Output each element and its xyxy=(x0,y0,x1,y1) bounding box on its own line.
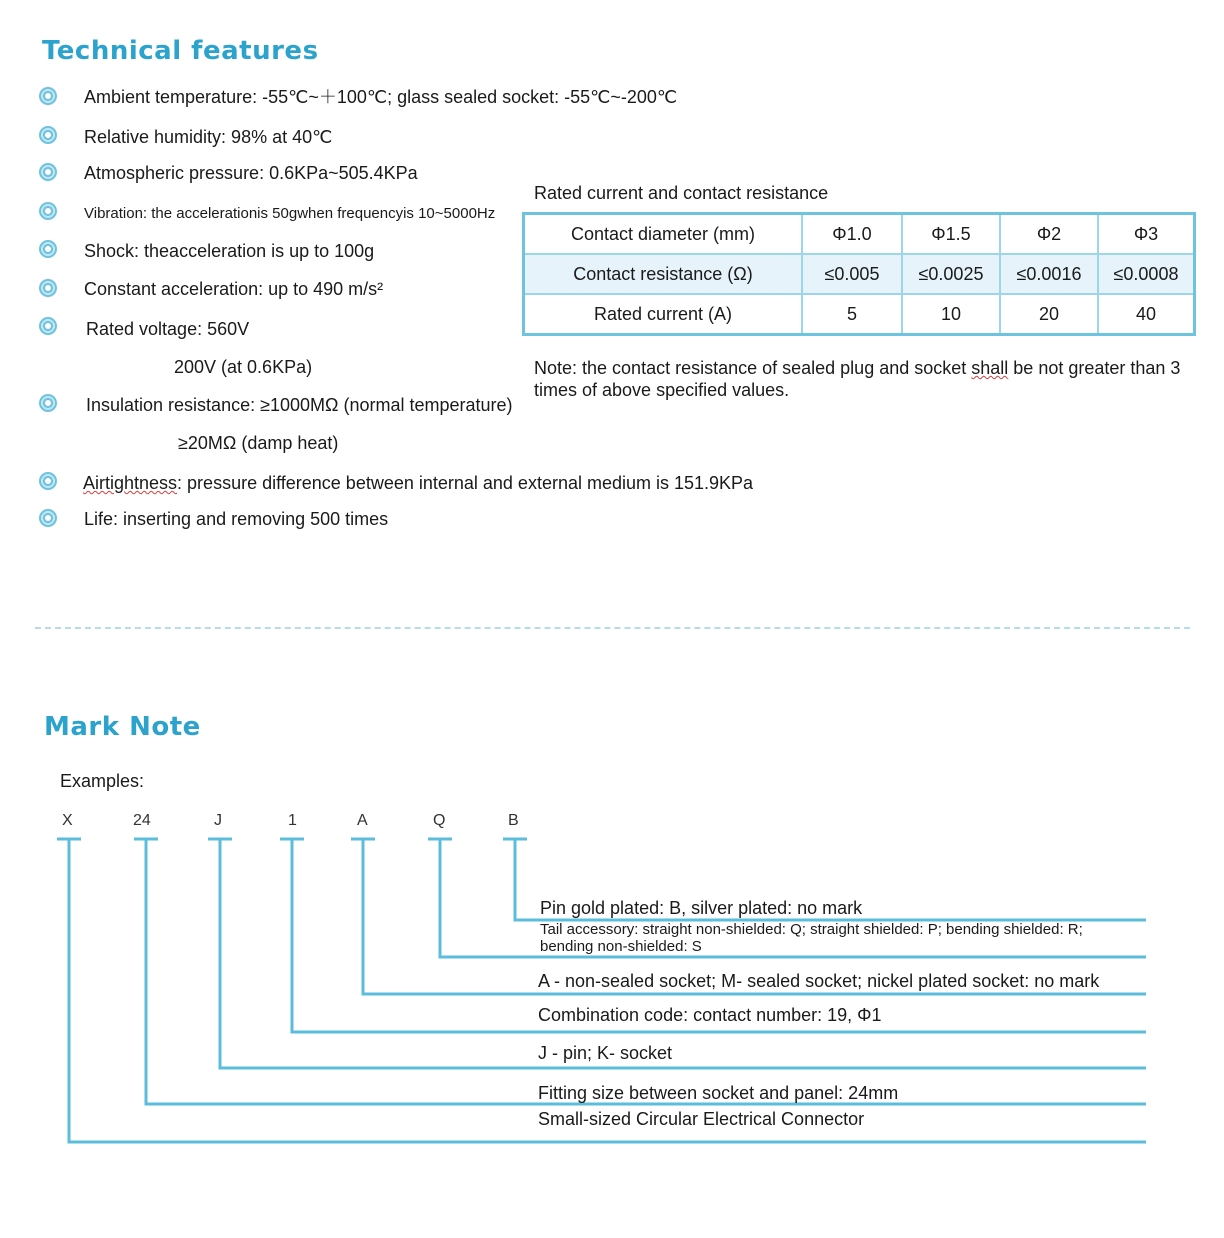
feature-life: Life: inserting and removing 500 times xyxy=(84,509,389,529)
mark-desc-socket-type: A - non-sealed socket; M- sealed socket; nickel plated socket: no mark xyxy=(538,971,1100,991)
row-label-contact-resistance: Contact resistance (Ω) xyxy=(524,254,803,294)
examples-label: Examples: xyxy=(60,771,145,791)
table-cell: ≤0.005 xyxy=(802,254,902,294)
table-cell: ≤0.0025 xyxy=(902,254,1000,294)
section-title-mark-note: Mark Note xyxy=(44,712,201,742)
mark-desc-product-type: Small-sized Circular Electrical Connector xyxy=(538,1109,865,1129)
code-x: X xyxy=(62,812,73,829)
feature-constant-acceleration: Constant acceleration: up to 490 m/s² xyxy=(84,279,384,299)
row-label-rated-current: Rated current (A) xyxy=(524,294,803,335)
feature-relative-humidity: Relative humidity: 98% at 40℃ xyxy=(84,127,333,147)
airtightness-term: Airtightness xyxy=(83,473,178,493)
feature-ambient-temperature: Ambient temperature: -55℃~＋100℃; glass sealed socket: -55℃~-200℃ xyxy=(84,87,678,107)
table-cell: Φ1.0 xyxy=(802,214,902,255)
mark-desc-tail-accessory-line2: bending non-shielded: S xyxy=(540,938,702,955)
code-j: J xyxy=(214,812,222,829)
feature-insulation-damp-heat: ≥20MΩ (damp heat) xyxy=(178,433,339,453)
code-b: B xyxy=(508,812,519,829)
table-cell: 40 xyxy=(1098,294,1195,335)
mark-desc-tail-accessory: Tail accessory: straight non-shielded: Q; straight shielded: P; bending shielded: R; xyxy=(540,921,1083,938)
feature-rated-voltage: Rated voltage: 560V xyxy=(86,319,250,339)
table-note-line2: times of above specified values. xyxy=(534,380,790,400)
feature-rated-voltage-low-pressure: 200V (at 0.6KPa) xyxy=(174,357,313,377)
code-24: 24 xyxy=(133,812,151,829)
note-text: be not greater than 3 xyxy=(1008,358,1181,378)
code-1: 1 xyxy=(288,812,297,829)
table-cell: Φ1.5 xyxy=(902,214,1000,255)
mark-desc-plating: Pin gold plated: B, silver plated: no mark xyxy=(540,898,863,918)
code-a: A xyxy=(357,812,368,829)
mark-desc-combination-code: Combination code: contact number: 19, Φ1 xyxy=(538,1005,882,1025)
note-text: Note: the contact resistance of sealed plug and socket xyxy=(534,358,972,378)
section-title-technical: Technical features xyxy=(42,36,319,66)
note-term: shall xyxy=(971,358,1009,378)
row-label-contact-diameter: Contact diameter (mm) xyxy=(524,214,803,255)
airtightness-text: : pressure difference between internal and external medium is 151.9KPa xyxy=(177,473,754,493)
code-q: Q xyxy=(433,812,446,829)
table-caption: Rated current and contact resistance xyxy=(534,183,829,203)
table-cell: 20 xyxy=(1000,294,1098,335)
mark-desc-fitting-size: Fitting size between socket and panel: 24mm xyxy=(538,1083,899,1103)
table-cell: Φ2 xyxy=(1000,214,1098,255)
mark-desc-pin-socket: J - pin; K- socket xyxy=(538,1043,673,1063)
feature-atmospheric-pressure: Atmospheric pressure: 0.6KPa~505.4KPa xyxy=(84,163,418,183)
feature-insulation-resistance: Insulation resistance: ≥1000MΩ (normal temperature) xyxy=(86,395,513,415)
table-cell: ≤0.0008 xyxy=(1098,254,1195,294)
table-cell: 10 xyxy=(902,294,1000,335)
feature-shock: Shock: theacceleration is up to 100g xyxy=(84,241,375,261)
feature-vibration: Vibration: the accelerationis 50gwhen frequencyis 10~5000Hz xyxy=(84,205,496,222)
table-cell: Φ3 xyxy=(1098,214,1195,255)
table-cell: 5 xyxy=(802,294,902,335)
table-cell: ≤0.0016 xyxy=(1000,254,1098,294)
